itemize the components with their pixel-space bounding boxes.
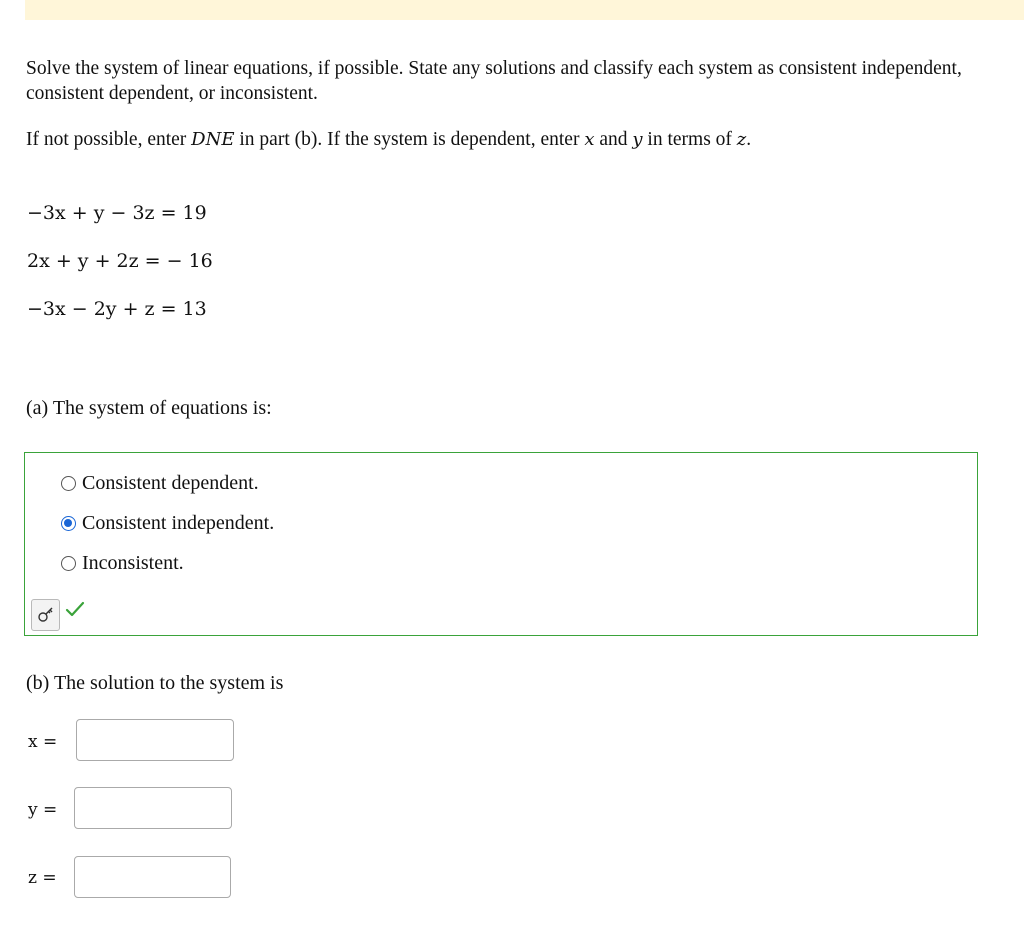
key-icon <box>37 606 55 624</box>
part-a-label: (a) The system of equations is: <box>26 397 272 419</box>
z-label: z = <box>28 868 57 888</box>
instructions-text-1: If not possible, enter <box>26 129 192 150</box>
instructions-text-5: . <box>746 129 752 150</box>
instructions-text-2: in part (b). If the system is dependent, enter <box>234 129 585 150</box>
x-input[interactable] <box>76 719 234 761</box>
z-input[interactable] <box>74 856 231 898</box>
option-label: Consistent dependent. <box>82 471 259 494</box>
option-consistent-independent[interactable] <box>61 511 274 535</box>
top-banner <box>25 0 1024 20</box>
instructions-text-4: in terms of <box>642 129 737 150</box>
instructions <box>26 127 986 152</box>
equation-3: −3x − 2y + z = 13 <box>27 298 207 320</box>
part-a-answer-box <box>24 452 978 636</box>
var-x: x <box>584 129 595 150</box>
instructions-text-3: and <box>594 129 633 150</box>
option-label: Inconsistent. <box>82 551 184 574</box>
part-b-label: (b) The solution to the system is <box>26 672 284 694</box>
y-label: y = <box>28 800 58 820</box>
radio-consistent-dependent[interactable] <box>61 476 76 491</box>
checkmark-icon <box>65 601 85 617</box>
y-input[interactable] <box>74 787 232 829</box>
var-y: y <box>632 129 643 150</box>
equation-1: −3x + y − 3z = 19 <box>27 202 207 224</box>
x-label: x = <box>28 732 58 752</box>
problem-statement: Solve the system of linear equations, if possible. State any solutions and classify each system as consistent independent, consistent dependent, or inconsistent. <box>26 58 962 104</box>
option-inconsistent[interactable] <box>61 551 184 575</box>
dne-term: DNE <box>191 129 235 150</box>
radio-consistent-independent[interactable] <box>61 516 76 531</box>
option-label: Consistent independent. <box>82 511 275 534</box>
key-button[interactable] <box>31 599 60 631</box>
radio-inconsistent[interactable] <box>61 556 76 571</box>
var-z: z <box>736 129 747 150</box>
option-consistent-dependent[interactable] <box>61 471 259 495</box>
equation-2: 2x + y + 2z = − 16 <box>27 250 213 272</box>
